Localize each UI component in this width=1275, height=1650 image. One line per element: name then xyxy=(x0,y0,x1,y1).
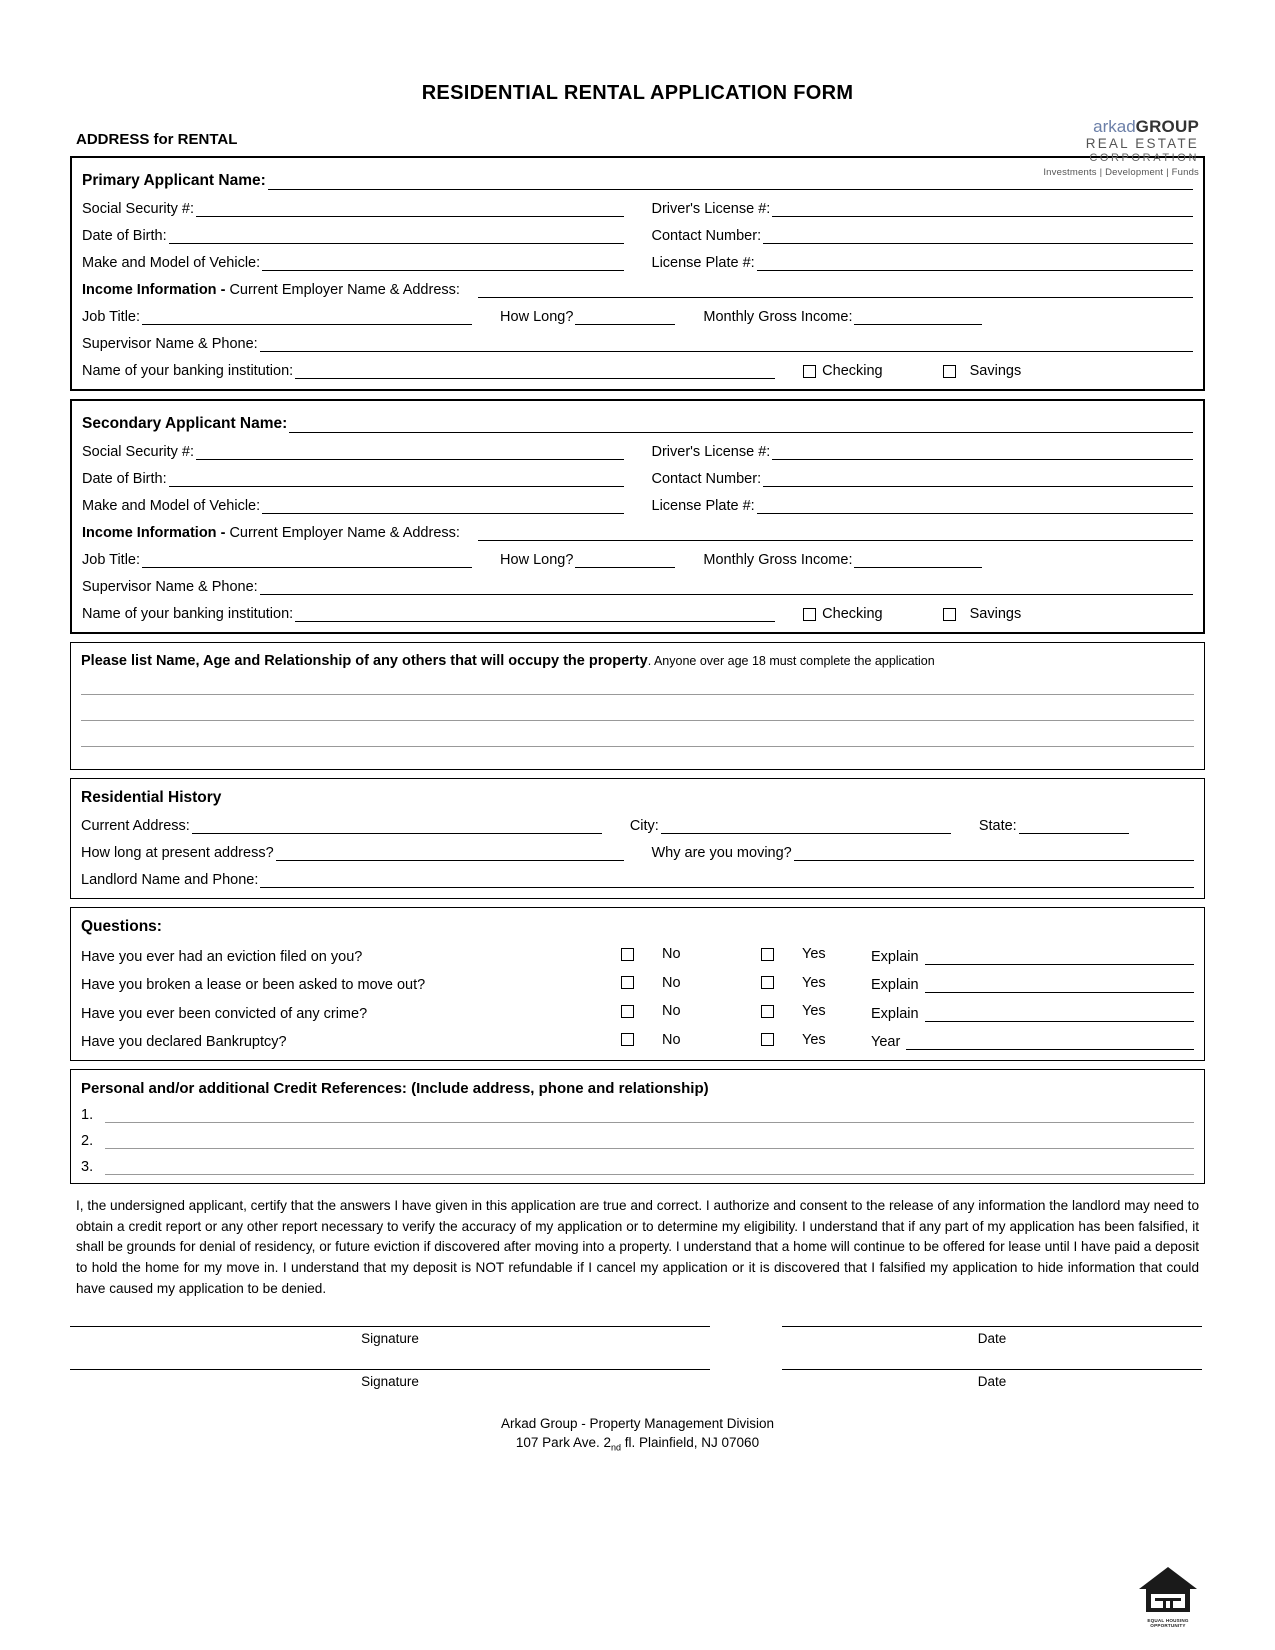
checkbox-icon xyxy=(761,1005,774,1018)
signature-line-2[interactable] xyxy=(70,1368,710,1370)
secondary-contact-label: Contact Number: xyxy=(651,471,762,487)
primary-dob-input[interactable] xyxy=(169,226,624,244)
secondary-dob-contact-row xyxy=(82,469,1193,487)
credit-reference-number: 3. xyxy=(81,1159,94,1175)
legal-certification-text: I, the undersigned applicant, certify that the answers I have given in this application are true and correct. I authorize and consent to the release of any information the landlord may need to obtain a credit report or any other report necessary to verify the accuracy of my application or to determine my eligibility. I understand that if any part of my application has been falsified, it shall be grounds for denial of residency, or future eviction if discovered after moving into a property. I understand that a home will continue to be offered for lease until I have paid a deposit to hold the home for my move in. I understand that my deposit is NOT refundable if I cancel my application or it is discovered that I falsified my application to hide information that could have caused my application to be denied. xyxy=(76,1198,1199,1296)
primary-ssn-label: Social Security #: xyxy=(82,201,195,217)
checkbox-icon xyxy=(621,1033,634,1046)
city-input[interactable] xyxy=(661,816,951,834)
arkad-group-logo xyxy=(1024,118,1199,178)
question-row xyxy=(81,975,1194,994)
primary-applicant-heading: Primary Applicant Name xyxy=(82,172,261,189)
signature-block-1 xyxy=(70,1325,1205,1346)
signature-block-2 xyxy=(70,1368,1205,1389)
date-caption-1: Date xyxy=(977,1331,1007,1347)
current-address-row xyxy=(81,816,1194,834)
primary-dob-label: Date of Birth: xyxy=(82,228,167,244)
checkbox-icon xyxy=(621,1005,634,1018)
primary-plate-input[interactable] xyxy=(757,253,1193,271)
why-moving-label: Why are you moving? xyxy=(651,845,792,861)
question-4-no[interactable] xyxy=(621,1032,681,1048)
question-3-yes[interactable] xyxy=(761,1003,826,1019)
primary-ssn-input[interactable] xyxy=(196,199,623,217)
yes-label: Yes xyxy=(802,1003,826,1019)
question-1-explain-input[interactable] xyxy=(925,947,1194,965)
primary-dl-label: Driver's License #: xyxy=(651,201,771,217)
secondary-bank-input[interactable] xyxy=(295,604,775,622)
secondary-bank-row xyxy=(82,604,1193,622)
secondary-supervisor-input[interactable] xyxy=(260,577,1193,595)
secondary-income-label-bold: Income Information - xyxy=(82,525,226,541)
landlord-label: Landlord Name and Phone: xyxy=(81,872,259,888)
secondary-how-long-input[interactable] xyxy=(575,550,675,568)
question-1-answer-label: Explain xyxy=(871,948,919,965)
credit-reference-row xyxy=(81,1105,1194,1123)
yes-label: Yes xyxy=(802,1031,826,1048)
secondary-ssn-dl-row xyxy=(82,442,1193,460)
primary-monthly-income-input[interactable] xyxy=(854,307,982,325)
credit-reference-number: 1. xyxy=(81,1107,94,1123)
question-4-yes[interactable] xyxy=(761,1032,826,1048)
primary-dl-input[interactable] xyxy=(772,199,1193,217)
secondary-name-input[interactable] xyxy=(289,415,1193,433)
secondary-vehicle-input[interactable] xyxy=(262,496,623,514)
checkbox-icon xyxy=(943,365,956,378)
signature-caption-2: Signature xyxy=(361,1374,419,1390)
checkbox-icon xyxy=(803,365,816,378)
secondary-plate-input[interactable] xyxy=(757,496,1193,514)
why-moving-input[interactable] xyxy=(794,843,1194,861)
date-line-2[interactable] xyxy=(782,1368,1202,1370)
primary-bank-row xyxy=(82,361,1193,379)
credit-reference-row xyxy=(81,1157,1194,1175)
primary-vehicle-input[interactable] xyxy=(262,253,623,271)
questions-heading: Questions: xyxy=(81,918,162,935)
logo-line2: REAL ESTATE xyxy=(1085,135,1199,151)
question-text: Have you ever had an eviction filed on you? xyxy=(81,948,363,965)
landlord-row xyxy=(81,870,1194,888)
residential-history-section xyxy=(70,778,1205,899)
occupant-line-2[interactable] xyxy=(81,695,1194,721)
primary-income-row xyxy=(82,280,1193,298)
secondary-job-title-label: Job Title: xyxy=(82,552,141,568)
credit-reference-number: 2. xyxy=(81,1133,94,1149)
current-address-input[interactable] xyxy=(192,816,602,834)
credit-reference-input-2[interactable] xyxy=(105,1131,1194,1149)
current-address-label: Current Address: xyxy=(81,818,190,834)
primary-income-label: Current Employer Name & Address: xyxy=(229,282,460,298)
footer xyxy=(70,1415,1205,1453)
residential-history-heading: Residential History xyxy=(81,789,222,806)
question-row xyxy=(81,1003,1194,1022)
question-1-yes[interactable] xyxy=(761,946,826,962)
state-label: State: xyxy=(978,818,1017,834)
primary-ssn-dl-row xyxy=(82,199,1193,217)
question-text: Have you ever been convicted of any crime? xyxy=(81,1005,368,1022)
footer-address-post: fl. Plainfield, NJ 07060 xyxy=(621,1434,760,1450)
primary-supervisor-row xyxy=(82,334,1193,352)
secondary-bank-label: Name of your banking institution: xyxy=(82,606,294,622)
primary-heading-colon: : xyxy=(260,172,266,189)
checkbox-icon xyxy=(761,1033,774,1046)
logo-line3: CORPORATION xyxy=(1089,152,1199,165)
logo-line1-bold: GROUP xyxy=(1135,117,1199,136)
primary-monthly-income-label: Monthly Gross Income: xyxy=(703,309,853,325)
date-line-1[interactable] xyxy=(782,1325,1202,1327)
question-row xyxy=(81,946,1194,965)
primary-supervisor-label: Supervisor Name & Phone: xyxy=(82,336,258,352)
footer-line-1: Arkad Group - Property Management Division xyxy=(500,1416,775,1432)
primary-how-long-input[interactable] xyxy=(575,307,675,325)
primary-applicant-section xyxy=(70,156,1205,391)
signature-column-1 xyxy=(70,1325,710,1346)
how-long-address-row xyxy=(81,843,1194,861)
primary-checking-label: Checking xyxy=(822,363,883,379)
credit-reference-row xyxy=(81,1131,1194,1149)
checkbox-icon xyxy=(621,976,634,989)
question-3-explain-input[interactable] xyxy=(925,1004,1194,1022)
credit-references-section xyxy=(70,1069,1205,1184)
secondary-ssn-label: Social Security #: xyxy=(82,444,195,460)
eho-caption: EQUAL HOUSING OPPORTUNITY xyxy=(1147,1618,1189,1628)
question-text: Have you broken a lease or been asked to move out? xyxy=(81,977,426,993)
secondary-applicant-heading: Secondary Applicant Name xyxy=(82,415,283,432)
secondary-vehicle-label: Make and Model of Vehicle: xyxy=(82,498,261,514)
primary-job-row xyxy=(82,307,1193,325)
checkbox-icon xyxy=(761,948,774,961)
footer-address-sup: nd xyxy=(610,1442,621,1453)
secondary-dl-input[interactable] xyxy=(772,442,1193,460)
primary-job-title-input[interactable] xyxy=(142,307,472,325)
primary-employer-input[interactable] xyxy=(478,280,1193,298)
occupant-line-1[interactable] xyxy=(81,669,1194,695)
question-4-answer-label: Year xyxy=(871,1034,901,1050)
secondary-ssn-input[interactable] xyxy=(196,442,623,460)
secondary-applicant-section xyxy=(70,399,1205,634)
secondary-supervisor-label: Supervisor Name & Phone: xyxy=(82,579,258,595)
no-label: No xyxy=(662,1003,681,1019)
signature-caption-1: Signature xyxy=(361,1331,419,1347)
house-icon xyxy=(1137,1565,1199,1617)
secondary-vehicle-plate-row xyxy=(82,496,1193,514)
primary-bank-input[interactable] xyxy=(295,361,775,379)
no-label: No xyxy=(662,946,681,962)
secondary-savings-checkbox[interactable] xyxy=(943,606,1022,622)
secondary-dl-label: Driver's License #: xyxy=(651,444,771,460)
state-input[interactable] xyxy=(1019,816,1129,834)
secondary-contact-input[interactable] xyxy=(763,469,1193,487)
secondary-heading-colon: : xyxy=(282,415,288,432)
checkbox-icon xyxy=(761,976,774,989)
secondary-savings-label: Savings xyxy=(969,606,1022,622)
occupants-heading: Please list Name, Age and Relationship of any others that will occupy the property xyxy=(81,653,648,669)
secondary-income-row xyxy=(82,523,1193,541)
checkbox-icon xyxy=(803,608,816,621)
secondary-employer-input[interactable] xyxy=(478,523,1193,541)
primary-contact-label: Contact Number: xyxy=(651,228,762,244)
secondary-job-title-input[interactable] xyxy=(142,550,472,568)
question-2-yes[interactable] xyxy=(761,975,826,991)
occupant-line-3[interactable] xyxy=(81,721,1194,747)
secondary-monthly-income-label: Monthly Gross Income: xyxy=(703,552,853,568)
primary-bank-label: Name of your banking institution: xyxy=(82,363,294,379)
address-for-rental-label: ADDRESS for RENTAL xyxy=(76,131,238,148)
yes-label: Yes xyxy=(802,974,826,991)
secondary-job-row xyxy=(82,550,1193,568)
primary-income-label-bold: Income Information - xyxy=(82,282,226,298)
primary-contact-input[interactable] xyxy=(763,226,1193,244)
question-3-no[interactable] xyxy=(621,1003,681,1019)
question-2-answer-label: Explain xyxy=(871,977,919,993)
secondary-income-label: Current Employer Name & Address: xyxy=(229,525,460,541)
credit-reference-input-3[interactable] xyxy=(105,1157,1194,1175)
date-caption-2: Date xyxy=(977,1374,1007,1390)
logo-line4: Investments | Development | Funds xyxy=(1043,166,1199,178)
date-column-1 xyxy=(782,1325,1202,1346)
secondary-plate-label: License Plate #: xyxy=(651,498,755,514)
primary-supervisor-input[interactable] xyxy=(260,334,1193,352)
secondary-dob-input[interactable] xyxy=(169,469,624,487)
primary-dob-contact-row xyxy=(82,226,1193,244)
signature-column-2 xyxy=(70,1368,710,1389)
question-2-no[interactable] xyxy=(621,975,681,991)
primary-vehicle-plate-row xyxy=(82,253,1193,271)
landlord-input[interactable] xyxy=(260,870,1194,888)
primary-checking-checkbox[interactable] xyxy=(803,363,882,379)
primary-plate-label: License Plate #: xyxy=(651,255,755,271)
page-title: RESIDENTIAL RENTAL APPLICATION FORM xyxy=(421,82,854,104)
primary-how-long-label: How Long? xyxy=(500,309,574,325)
footer-address-pre: 107 Park Ave. 2 xyxy=(515,1434,611,1450)
occupants-lines xyxy=(81,669,1194,765)
occupants-note: . Anyone over age 18 must complete the application xyxy=(647,654,935,668)
city-label: City: xyxy=(629,818,659,834)
secondary-name-row xyxy=(82,415,1193,433)
footer-line-2 xyxy=(70,1434,1205,1454)
no-label: No xyxy=(662,974,681,991)
how-long-address-label: How long at present address? xyxy=(81,845,274,861)
checkbox-icon xyxy=(943,608,956,621)
primary-job-title-label: Job Title: xyxy=(82,309,141,325)
question-4-year-input[interactable] xyxy=(906,1032,1194,1050)
question-2-explain-input[interactable] xyxy=(925,975,1194,993)
secondary-monthly-income-input[interactable] xyxy=(854,550,982,568)
question-3-answer-label: Explain xyxy=(871,1005,919,1022)
equal-housing-opportunity-logo xyxy=(1137,1565,1199,1628)
primary-savings-label: Savings xyxy=(969,363,1022,379)
date-column-2 xyxy=(782,1368,1202,1389)
questions-section xyxy=(70,907,1205,1061)
question-row xyxy=(81,1032,1194,1051)
primary-savings-checkbox[interactable] xyxy=(943,363,1022,379)
how-long-address-input[interactable] xyxy=(276,843,624,861)
credit-reference-input-1[interactable] xyxy=(105,1105,1194,1123)
secondary-dob-label: Date of Birth: xyxy=(82,471,167,487)
secondary-supervisor-row xyxy=(82,577,1193,595)
signature-line-1[interactable] xyxy=(70,1325,710,1327)
secondary-checking-label: Checking xyxy=(822,606,883,622)
secondary-checking-checkbox[interactable] xyxy=(803,606,882,622)
occupants-section xyxy=(70,642,1205,770)
no-label: No xyxy=(662,1031,681,1048)
primary-vehicle-label: Make and Model of Vehicle: xyxy=(82,255,261,271)
question-1-no[interactable] xyxy=(621,946,681,962)
secondary-how-long-label: How Long? xyxy=(500,552,574,568)
logo-line1-light: arkad xyxy=(1093,117,1136,136)
credit-references-heading: Personal and/or additional Credit References: (Include address, phone and relationship) xyxy=(81,1080,709,1097)
yes-label: Yes xyxy=(802,946,826,962)
question-text: Have you declared Bankruptcy? xyxy=(81,1034,287,1050)
checkbox-icon xyxy=(621,948,634,961)
